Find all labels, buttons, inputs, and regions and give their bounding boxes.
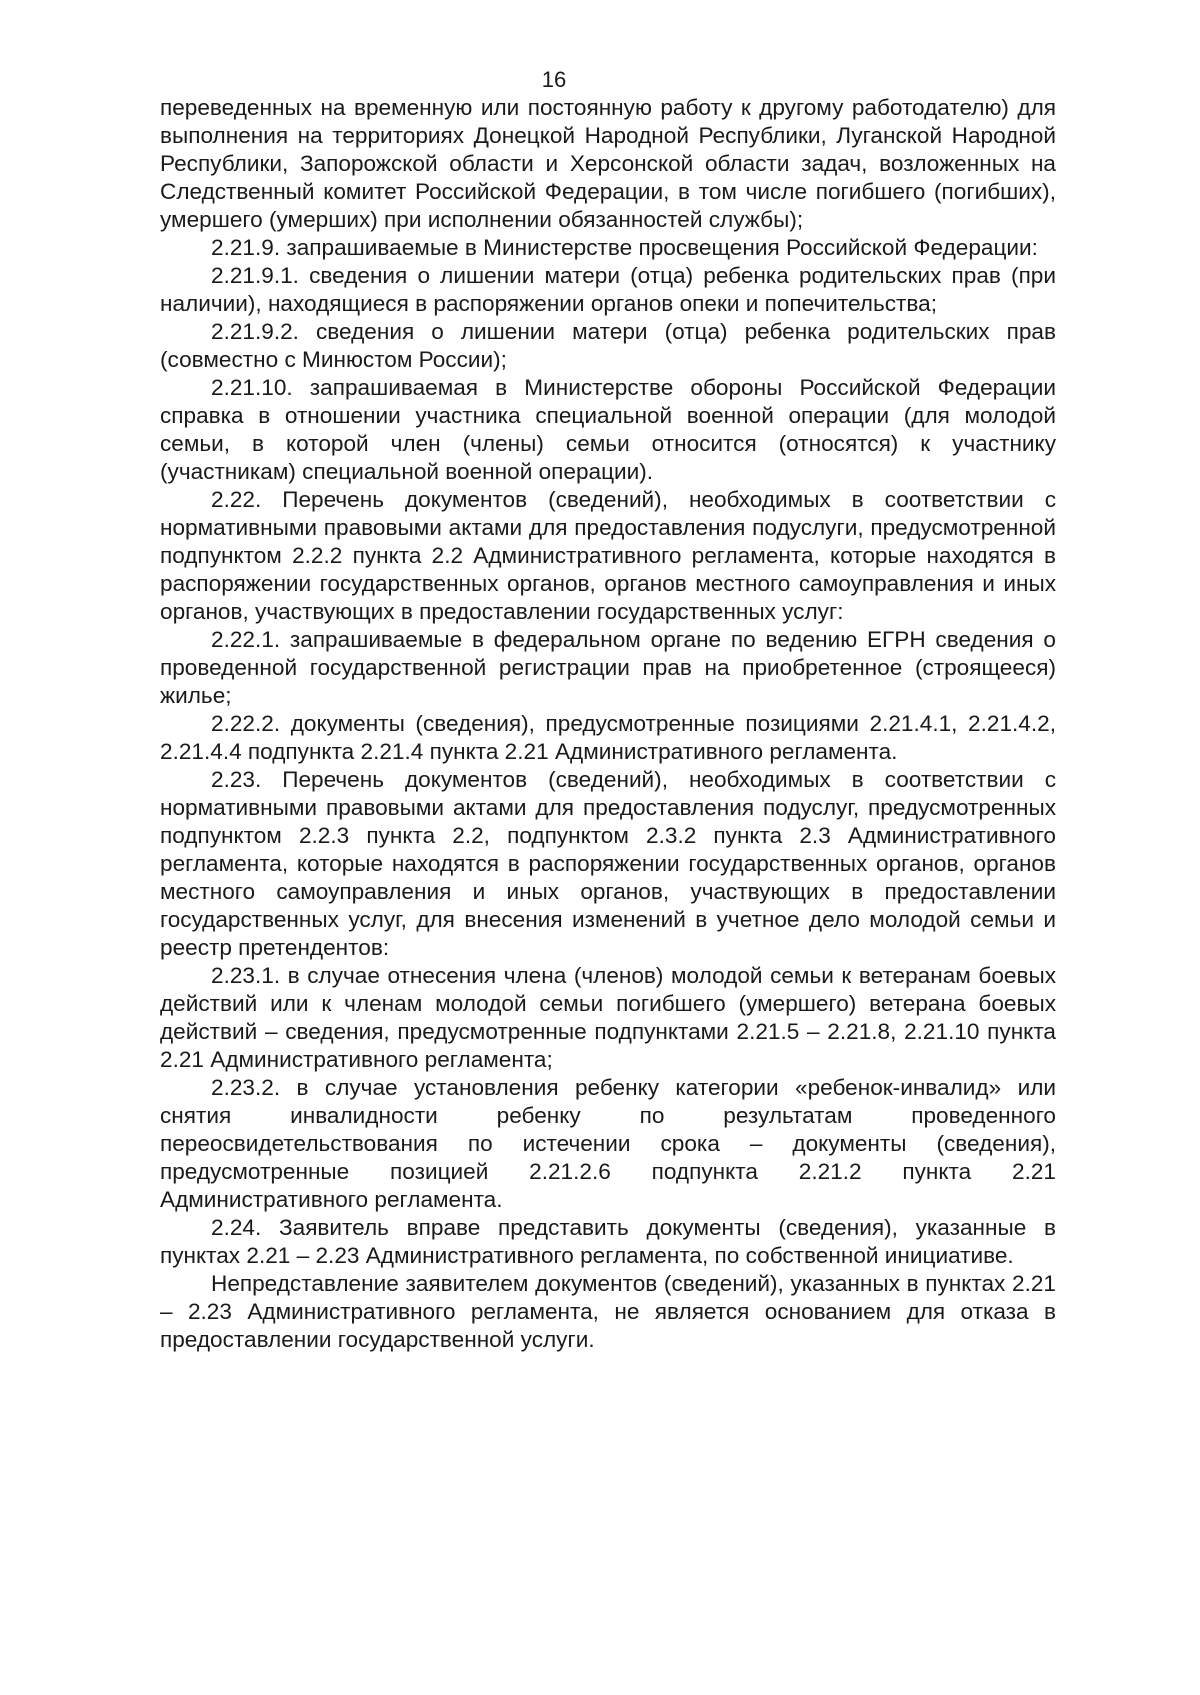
paragraph-continuation: переведенных на временную или постоянную работу к другому работодателю) для выполнения на территориях Донецкой Народной Республики, Луганской Народной Республики, Запорожской области и Херсонской области задач, возложенных на Следственный комитет Российской Федерации, в том числе погибшего (погибших), умершего (умерших) при исполнении обязанностей службы);: [160, 95, 1056, 232]
paragraph-2-21-9: 2.21.9. запрашиваемые в Министерстве просвещения Российской Федерации:: [211, 235, 1038, 260]
paragraph-2-23: 2.23. Перечень документов (сведений), необходимых в соответствии с нормативными правовыми актами для предоставления подуслуг, предусмотренных подпунктом 2.2.3 пункта 2.2, подпунктом 2.3.2 пункта 2.3 Административного регламента, которые находятся в распоряжении государственных органов, органов местного самоуправления и иных органов, участвующих в предоставлении государственных услуг, для внесения изменений в учетное дело молодой семьи и реестр претендентов:: [160, 767, 1056, 960]
paragraph-2-24: 2.24. Заявитель вправе представить документы (сведения), указанные в пунктах 2.21 – 2.23 Административного регламента, по собственной инициативе.: [160, 1215, 1056, 1268]
document-body: [160, 94, 1056, 1354]
page-number: 16: [541, 67, 567, 92]
paragraph-2-22-2: 2.22.2. документы (сведения), предусмотренные позициями 2.21.4.1, 2.21.4.2, 2.21.4.4 подпункта 2.21.4 пункта 2.21 Административного регламента.: [160, 711, 1056, 764]
paragraph-non-submission: Непредставление заявителем документов (сведений), указанных в пунктах 2.21 – 2.23 Административного регламента, не является основанием для отказа в предоставлении государственной услуги.: [160, 1271, 1056, 1352]
paragraph-2-23-1: 2.23.1. в случае отнесения члена (членов) молодой семьи к ветеранам боевых действий или к членам молодой семьи погибшего (умершего) ветерана боевых действий – сведения, предусмотренные подпунктами 2.21.5 – 2.21.8, 2.21.10 пункта 2.21 Административного регламента;: [160, 963, 1056, 1072]
paragraph-2-21-9-2: 2.21.9.2. сведения о лишении матери (отца) ребенка родительских прав (совместно с Минюстом России);: [160, 319, 1056, 372]
paragraph-2-21-9-1: 2.21.9.1. сведения о лишении матери (отца) ребенка родительских прав (при наличии), находящиеся в распоряжении органов опеки и попечительства;: [160, 263, 1056, 316]
paragraph-2-23-2: 2.23.2. в случае установления ребенку категории «ребенок-инвалид» или снятия инвалидности ребенку по результатам проведенного переосвидетельствования по истечении срока – документы (сведения), предусмотренные позицией 2.21.2.6 подпункта 2.21.2 пункта 2.21 Административного регламента.: [160, 1075, 1056, 1212]
paragraph-2-22: 2.22. Перечень документов (сведений), необходимых в соответствии с нормативными правовыми актами для предоставления подуслуги, предусмотренной подпунктом 2.2.2 пункта 2.2 Административного регламента, которые находятся в распоряжении государственных органов, органов местного самоуправления и иных органов, участвующих в предоставлении государственных услуг:: [160, 487, 1056, 624]
paragraph-2-21-10: 2.21.10. запрашиваемая в Министерстве обороны Российской Федерации справка в отношении участника специальной военной операции (для молодой семьи, в которой член (члены) семьи относится (относятся) к участнику (участникам) специальной военной операции).: [160, 375, 1056, 484]
paragraph-2-22-1: 2.22.1. запрашиваемые в федеральном органе по ведению ЕГРН сведения о проведенной государственной регистрации прав на приобретенное (строящееся) жилье;: [160, 627, 1056, 708]
